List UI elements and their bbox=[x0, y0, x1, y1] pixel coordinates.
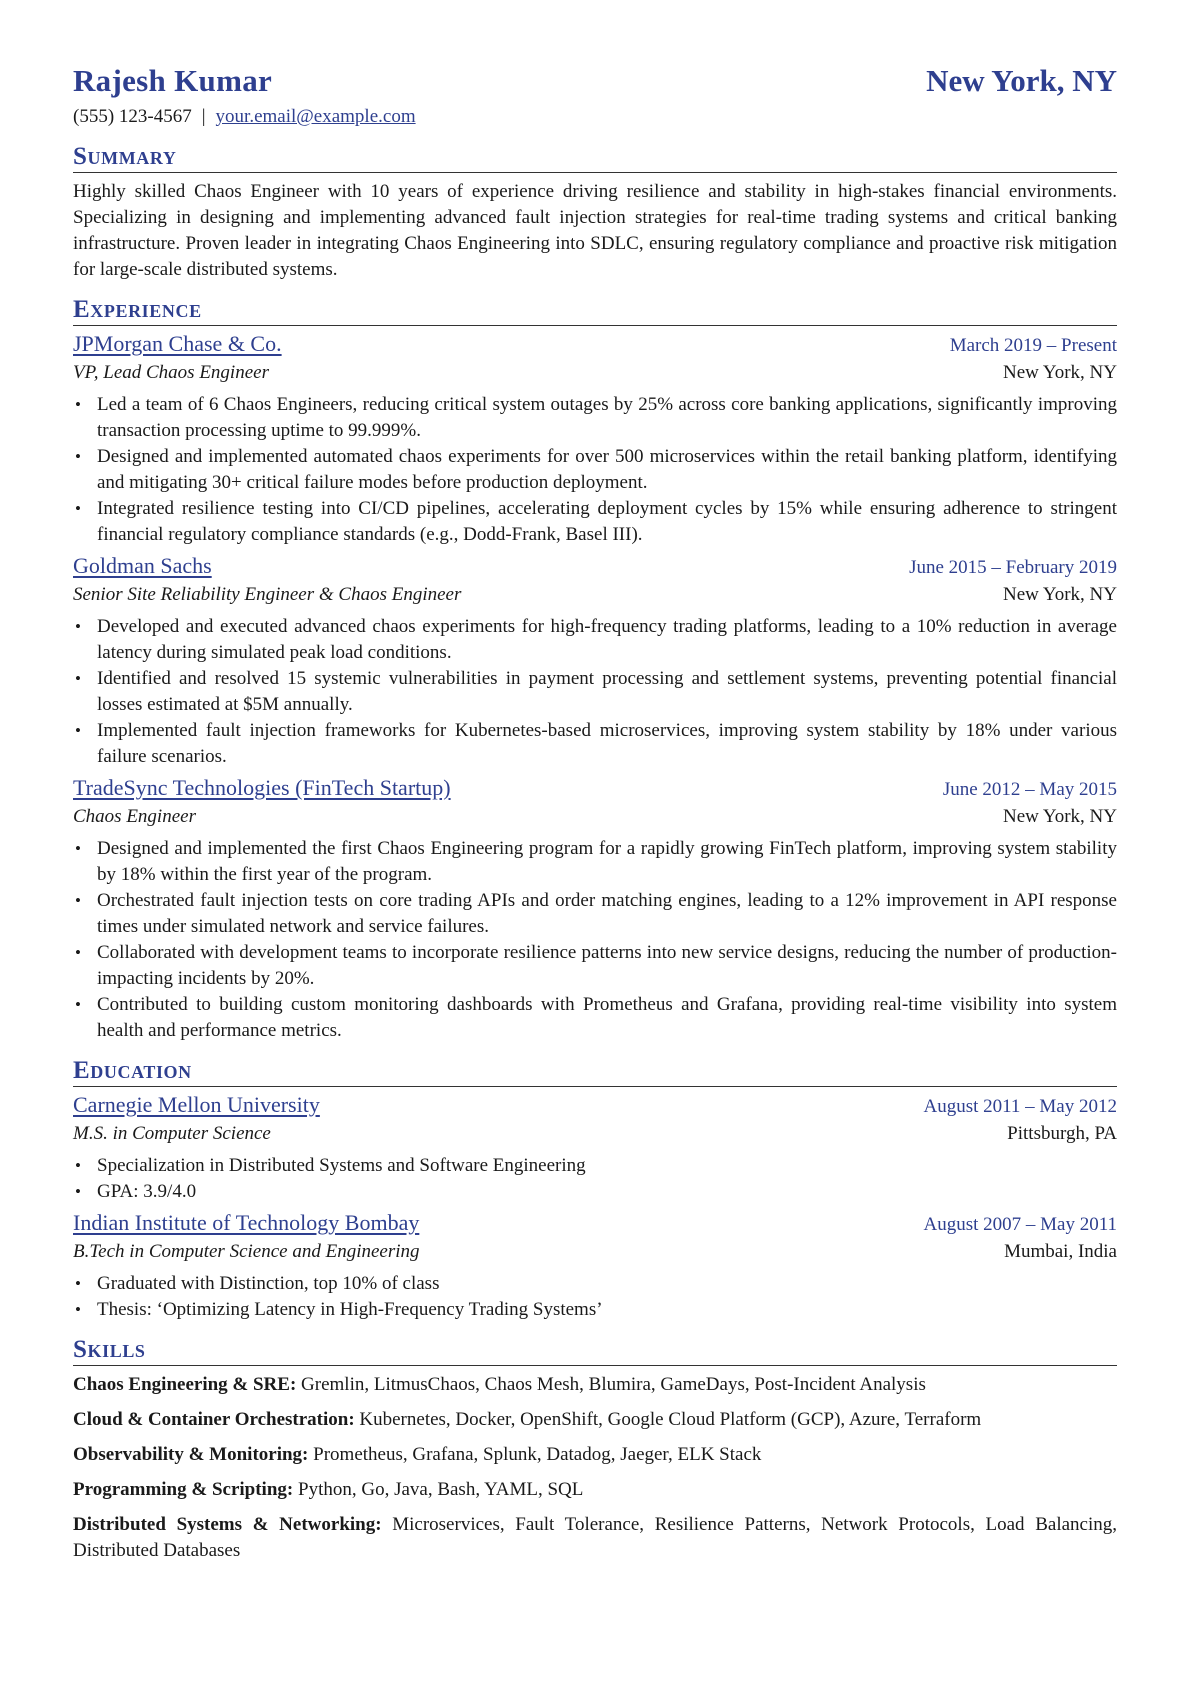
entry-subheader bbox=[73, 1120, 1117, 1147]
entry-subheader bbox=[73, 803, 1117, 830]
entry-dates: June 2015 – February 2019 bbox=[909, 557, 1117, 578]
entry-header bbox=[73, 774, 1117, 803]
contact-separator: | bbox=[201, 106, 206, 127]
entry-location: New York, NY bbox=[1002, 362, 1117, 383]
entry-header bbox=[73, 552, 1117, 581]
entry-subheader bbox=[73, 359, 1117, 386]
skill-values: Microservices, Fault Tolerance, Resilience Patterns, Network Protocols, Load Balancing, Distributed Databases bbox=[73, 1514, 1117, 1561]
entry-dates: August 2011 – May 2012 bbox=[923, 1096, 1117, 1117]
email-link[interactable]: your.email@example.com bbox=[215, 106, 416, 127]
entry-dates: June 2012 – May 2015 bbox=[942, 779, 1117, 800]
entry-dates: March 2019 – Present bbox=[949, 335, 1117, 356]
list-item: • Specialization in Distributed Systems and Software Engineering bbox=[97, 1153, 1117, 1179]
skill-line bbox=[73, 1407, 1117, 1433]
job-title: VP, Lead Chaos Engineer bbox=[73, 362, 269, 383]
list-item: • Integrated resilience testing into CI/CD pipelines, accelerating deployment cycles by 15% while ensuring adherence to stringent financial regulatory compliance standards (e.g., Dodd-Frank, Basel III). bbox=[97, 496, 1117, 548]
list-item: • Contributed to building custom monitoring dashboards with Prometheus and Grafana, providing real-time visibility into system health and performance metrics. bbox=[97, 992, 1117, 1044]
entry-subheader bbox=[73, 1238, 1117, 1265]
entry-dates: August 2007 – May 2011 bbox=[923, 1214, 1117, 1235]
skill-line bbox=[73, 1372, 1117, 1398]
list-item: • Collaborated with development teams to incorporate resilience patterns into new service designs, reducing the number of production-impacting incidents by 20%. bbox=[97, 940, 1117, 992]
job-title: Chaos Engineer bbox=[73, 806, 196, 827]
institution-link[interactable]: Carnegie Mellon University bbox=[73, 1092, 320, 1117]
entry-location: New York, NY bbox=[1002, 806, 1117, 827]
experience-entry bbox=[73, 552, 1117, 770]
education-entry bbox=[73, 1091, 1117, 1205]
entry-header bbox=[73, 1209, 1117, 1238]
experience-entry bbox=[73, 774, 1117, 1044]
candidate-name: Rajesh Kumar bbox=[73, 63, 273, 98]
skill-values: Gremlin, LitmusChaos, Chaos Mesh, Blumira, GameDays, Post-Incident Analysis bbox=[301, 1374, 926, 1395]
education-entry bbox=[73, 1209, 1117, 1323]
entry-header bbox=[73, 1091, 1117, 1120]
list-item: • Developed and executed advanced chaos experiments for high-frequency trading platforms, leading to a 10% reduction in average latency during simulated peak load conditions. bbox=[97, 614, 1117, 666]
skill-line bbox=[73, 1512, 1117, 1564]
section-title-education: Education bbox=[73, 1056, 1117, 1087]
list-item: • Designed and implemented the first Chaos Engineering program for a rapidly growing FinTech platform, improving system stability by 18% within the first year of the program. bbox=[97, 836, 1117, 888]
section-title-experience: Experience bbox=[73, 295, 1117, 326]
candidate-location: New York, NY bbox=[926, 63, 1117, 98]
list-item: • Graduated with Distinction, top 10% of class bbox=[97, 1271, 1117, 1297]
bullet-list bbox=[73, 614, 1117, 770]
skill-category: Chaos Engineering & SRE: bbox=[73, 1374, 297, 1395]
section-title-skills: Skills bbox=[73, 1335, 1117, 1366]
summary-text: Highly skilled Chaos Engineer with 10 years of experience driving resilience and stability in high-stakes financial environments. Specializing in designing and implementing advanced fault injection strategies for real-time trading systems and critical banking infrastructure. Proven leader in integrating Chaos Engineering into SDLC, ensuring regulatory compliance and proactive risk mitigation for large-scale distributed systems. bbox=[73, 181, 1117, 280]
skill-values: Prometheus, Grafana, Splunk, Datadog, Jaeger, ELK Stack bbox=[313, 1444, 762, 1465]
employer-link[interactable]: JPMorgan Chase & Co. bbox=[73, 331, 282, 356]
section-title-summary: Summary bbox=[73, 142, 1117, 173]
skill-line bbox=[73, 1442, 1117, 1468]
skill-category: Programming & Scripting: bbox=[73, 1479, 294, 1500]
skills-list bbox=[73, 1372, 1117, 1564]
institution-link[interactable]: Indian Institute of Technology Bombay bbox=[73, 1210, 420, 1235]
list-item: • Led a team of 6 Chaos Engineers, reducing critical system outages by 25% across core banking applications, significantly improving transaction processing uptime to 99.999%. bbox=[97, 392, 1117, 444]
phone-number: (555) 123-4567 bbox=[73, 106, 192, 127]
skill-category: Distributed Systems & Networking: bbox=[73, 1514, 382, 1535]
entry-location: New York, NY bbox=[1002, 584, 1117, 605]
list-item: • Orchestrated fault injection tests on core trading APIs and order matching engines, leading to a 12% improvement in API response times under simulated network and service failures. bbox=[97, 888, 1117, 940]
list-item: • GPA: 3.9/4.0 bbox=[97, 1179, 1117, 1205]
entry-location: Pittsburgh, PA bbox=[1007, 1123, 1117, 1144]
skill-line bbox=[73, 1477, 1117, 1503]
job-title: Senior Site Reliability Engineer & Chaos Engineer bbox=[73, 584, 462, 605]
list-item: • Implemented fault injection frameworks for Kubernetes-based microservices, improving system stability by 18% under various failure scenarios. bbox=[97, 718, 1117, 770]
contact-line bbox=[73, 104, 1117, 130]
skill-category: Observability & Monitoring: bbox=[73, 1444, 309, 1465]
bullet-list bbox=[73, 1153, 1117, 1205]
list-item: • Identified and resolved 15 systemic vulnerabilities in payment processing and settlement systems, preventing potential financial losses estimated at $5M annually. bbox=[97, 666, 1117, 718]
bullet-list bbox=[73, 836, 1117, 1044]
degree-title: M.S. in Computer Science bbox=[73, 1123, 271, 1144]
employer-link[interactable]: Goldman Sachs bbox=[73, 553, 212, 578]
skill-category: Cloud & Container Orchestration: bbox=[73, 1409, 355, 1430]
experience-entry bbox=[73, 330, 1117, 548]
list-item: • Thesis: ‘Optimizing Latency in High-Frequency Trading Systems’ bbox=[97, 1297, 1117, 1323]
list-item: • Designed and implemented automated chaos experiments for over 500 microservices within the retail banking platform, identifying and mitigating 30+ critical failure modes before production deployment. bbox=[97, 444, 1117, 496]
entry-header bbox=[73, 330, 1117, 359]
bullet-list bbox=[73, 1271, 1117, 1323]
employer-link[interactable]: TradeSync Technologies (FinTech Startup) bbox=[73, 775, 451, 800]
skill-values: Python, Go, Java, Bash, YAML, SQL bbox=[298, 1479, 584, 1500]
entry-location: Mumbai, India bbox=[1004, 1241, 1117, 1262]
bullet-list bbox=[73, 392, 1117, 548]
degree-title: B.Tech in Computer Science and Engineering bbox=[73, 1241, 420, 1262]
skill-values: Kubernetes, Docker, OpenShift, Google Cloud Platform (GCP), Azure, Terraform bbox=[359, 1409, 982, 1430]
entry-subheader bbox=[73, 581, 1117, 608]
resume-header bbox=[73, 60, 1117, 102]
